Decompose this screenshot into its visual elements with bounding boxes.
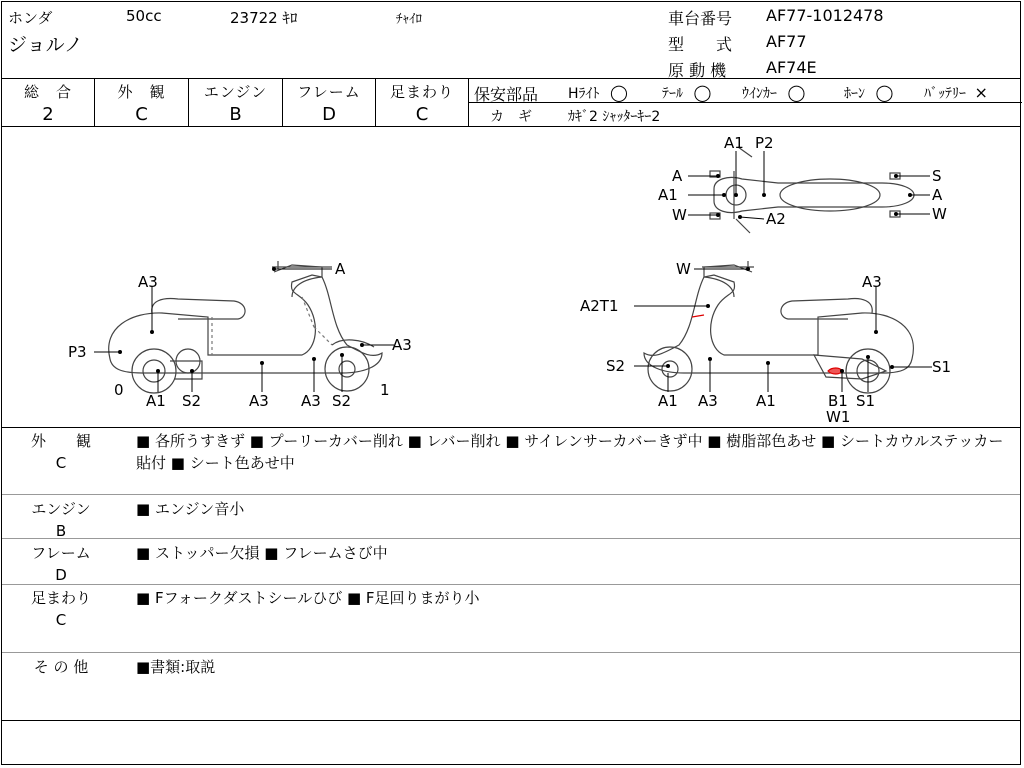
marker-label: 1 xyxy=(380,381,390,399)
grade-engine xyxy=(189,81,282,125)
engine-label: 原 動 機 xyxy=(668,61,727,80)
note-body-frame: ■ ストッパー欠損 ■ フレームさび中 xyxy=(136,544,388,562)
marker-label: W xyxy=(672,206,687,224)
note-head-grade: D xyxy=(55,566,67,584)
leader-lines xyxy=(94,151,932,392)
note-head-label: エンジン xyxy=(31,500,91,518)
key-value: ｶｷﾞ2 ｼｬｯﾀｰｷｰ2 xyxy=(568,109,661,125)
marker-label: A3 xyxy=(392,336,412,354)
divider xyxy=(2,427,1020,428)
marker-label: A1 xyxy=(724,134,744,152)
safety-item-battery xyxy=(924,83,988,103)
marker-label: S2 xyxy=(606,357,626,375)
engine-value: AF74E xyxy=(766,58,817,77)
grade-label: 総 合 xyxy=(23,83,72,101)
grade-suspension xyxy=(376,81,468,125)
grade-value: 2 xyxy=(42,104,54,125)
grade-exterior xyxy=(95,81,188,125)
type-value: AF77 xyxy=(766,32,807,51)
safety-item-name: ｳｲﾝｶｰ xyxy=(742,86,777,102)
inspection-sheet xyxy=(1,1,1021,765)
divider xyxy=(2,652,1020,653)
marker-label: 0 xyxy=(114,381,124,399)
safety-item-taillight xyxy=(662,83,711,103)
note-body-suspension: ■ Fフォークダストシールひび ■ F足回りまがり小 xyxy=(136,589,480,607)
marker-label: P2 xyxy=(755,134,774,152)
marker-dots xyxy=(118,174,912,373)
marker-label: W xyxy=(676,260,691,278)
marker-label: A1 xyxy=(146,392,166,410)
safety-item-mark: ◯ xyxy=(875,83,894,102)
divider xyxy=(2,538,1020,539)
note-head-label: そ の 他 xyxy=(33,658,89,676)
marker-label: B1 xyxy=(828,392,848,410)
note-head-frame xyxy=(2,542,120,586)
marker-label: S2 xyxy=(332,392,352,410)
grade-value: C xyxy=(135,104,148,125)
grade-label: エンジン xyxy=(203,83,268,101)
note-head-grade: C xyxy=(55,454,67,472)
note-head-grade: B xyxy=(55,522,67,540)
safety-item-name: ﾃｰﾙ xyxy=(662,86,683,102)
marker-label: A xyxy=(932,186,943,204)
note-head-label: フレーム xyxy=(31,544,91,562)
grade-overall xyxy=(2,81,94,125)
marker-label: S xyxy=(932,167,942,185)
frame-no: AF77-1012478 xyxy=(766,6,884,25)
marker-label: W1 xyxy=(826,408,851,426)
marker-label: A1 xyxy=(658,186,678,204)
maker: ホンダ xyxy=(8,9,53,27)
marker-label: A3 xyxy=(698,392,718,410)
marker-label: A1 xyxy=(658,392,678,410)
mileage: 23722 ｷﾛ xyxy=(230,9,298,27)
note-head-suspension xyxy=(2,587,120,631)
damage-diagram xyxy=(2,127,1020,427)
marker-label: A1 xyxy=(756,392,776,410)
divider xyxy=(2,78,1020,79)
safety-item-winker xyxy=(742,83,805,103)
safety-item-mark: ◯ xyxy=(609,83,628,102)
divider xyxy=(2,584,1020,585)
note-head-label: 外 観 xyxy=(30,432,91,450)
note-head-grade: C xyxy=(55,611,67,629)
note-body-other: ■書類:取説 xyxy=(136,658,216,676)
grade-frame xyxy=(283,81,375,125)
marker-label: S1 xyxy=(932,358,952,376)
safety-item-name: ﾊﾞｯﾃﾘｰ xyxy=(924,86,966,102)
marker-label: A2 xyxy=(766,210,786,228)
divider xyxy=(2,494,1020,495)
grade-label: 足まわり xyxy=(389,83,454,101)
note-body-exterior: ■ 各所うすきず ■ プーリーカバー削れ ■ レバー削れ ■ サイレンサーカバーきず中 ■ 樹脂部色あせ ■ シートカウルステッカー貼付 ■ シート色あせ中 xyxy=(136,432,1004,472)
marker-label: S2 xyxy=(182,392,202,410)
grade-label: フレーム xyxy=(297,83,361,101)
grade-label: 外 観 xyxy=(117,83,166,101)
grade-value: B xyxy=(229,104,242,125)
note-head-other xyxy=(2,656,120,678)
marker-label: A3 xyxy=(862,273,882,291)
body-color: ﾁｬｲﾛ xyxy=(396,12,422,27)
note-body-engine: ■ エンジン音小 xyxy=(136,500,245,518)
marker-label: W xyxy=(932,205,947,223)
safety-item-mark: ◯ xyxy=(693,83,712,102)
diagram-labels xyxy=(68,134,951,426)
grade-value: C xyxy=(415,104,429,125)
note-head-exterior xyxy=(2,430,120,474)
safety-item-name: Hﾗｲﾄ xyxy=(568,86,600,102)
displacement: 50cc xyxy=(126,7,162,25)
note-head-label: 足まわり xyxy=(30,589,91,607)
divider xyxy=(2,720,1020,721)
marker-label: P3 xyxy=(68,343,87,361)
safety-item-headlight xyxy=(568,83,628,103)
model-name: ジョルノ xyxy=(8,34,83,56)
note-head-engine xyxy=(2,498,120,542)
key-label: カ ギ xyxy=(490,109,532,125)
scooter-top-view xyxy=(710,147,914,233)
marker-label: A3 xyxy=(301,392,321,410)
type-label: 型 式 xyxy=(668,35,733,54)
safety-label: 保安部品 xyxy=(474,85,539,104)
safety-item-mark: ◯ xyxy=(787,83,806,102)
marker-label: A xyxy=(672,167,683,185)
safety-item-horn xyxy=(844,83,893,103)
marker-label: A3 xyxy=(138,273,158,291)
safety-item-mark: × xyxy=(974,83,988,102)
divider xyxy=(469,102,1022,103)
marker-label: A2T1 xyxy=(580,297,619,315)
frame-no-label: 車台番号 xyxy=(668,9,733,28)
marker-label: S1 xyxy=(856,392,876,410)
marker-label: A3 xyxy=(249,392,269,410)
safety-item-name: ﾎｰﾝ xyxy=(844,86,865,102)
grade-value: D xyxy=(322,104,336,125)
marker-label: A xyxy=(335,260,346,278)
